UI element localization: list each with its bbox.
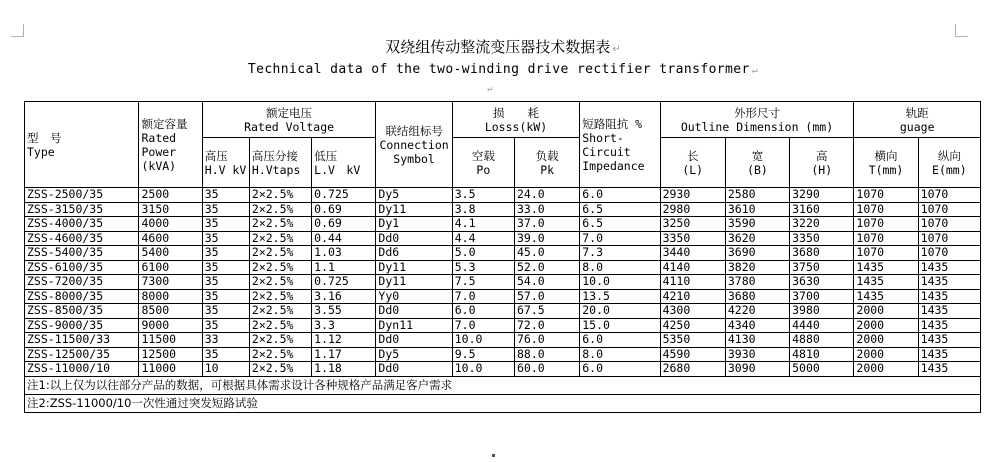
cell-load-loss: 24.0 (514, 188, 579, 203)
cell-width: 3680 (725, 289, 789, 304)
cell-hv: 35 (202, 188, 249, 203)
cell-no-load-loss: 4.1 (452, 217, 514, 232)
cell-transverse-gauge: 1070 (854, 202, 918, 217)
cell-model: ZSS-12500/35 (25, 347, 139, 362)
cell-width: 4340 (725, 318, 789, 333)
cell-hv: 35 (202, 202, 249, 217)
cell-lv: 0.725 (312, 188, 376, 203)
cell-transverse-gauge: 2000 (854, 347, 918, 362)
cell-impedance: 6.5 (580, 217, 660, 232)
cell-height: 4440 (790, 318, 854, 333)
cell-transverse-gauge: 1435 (854, 275, 918, 290)
cell-height: 3680 (790, 246, 854, 261)
cell-hv: 35 (202, 289, 249, 304)
cell-longitudinal-gauge: 1435 (918, 347, 980, 362)
cell-transverse-gauge: 1070 (854, 188, 918, 203)
cell-no-load-loss: 5.3 (452, 260, 514, 275)
cell-impedance: 8.0 (580, 347, 660, 362)
cell-lv: 1.12 (312, 333, 376, 348)
table-row (25, 246, 981, 261)
cell-longitudinal-gauge: 1435 (918, 289, 980, 304)
cell-load-loss: 37.0 (514, 217, 579, 232)
cell-lv: 3.16 (312, 289, 376, 304)
cell-hv: 35 (202, 275, 249, 290)
cell-capacity: 12500 (139, 347, 202, 362)
cell-hv-taps: 2×2.5% (249, 202, 311, 217)
cell-model: ZSS-11000/10 (25, 362, 139, 377)
header-width: 宽 (B) (725, 138, 789, 188)
cell-hv: 35 (202, 318, 249, 333)
cell-hv-taps: 2×2.5% (249, 289, 311, 304)
cell-impedance: 6.0 (580, 362, 660, 377)
cell-no-load-loss: 7.0 (452, 289, 514, 304)
cell-load-loss: 39.0 (514, 231, 579, 246)
cell-load-loss: 60.0 (514, 362, 579, 377)
cell-length: 4110 (660, 275, 725, 290)
cell-model: ZSS-3150/35 (25, 202, 139, 217)
cell-hv: 35 (202, 347, 249, 362)
cell-impedance: 15.0 (580, 318, 660, 333)
cell-hv-taps: 2×2.5% (249, 362, 311, 377)
cell-length: 4250 (660, 318, 725, 333)
cell-hv-taps: 2×2.5% (249, 318, 311, 333)
cell-width: 3690 (725, 246, 789, 261)
cell-load-loss: 67.5 (514, 304, 579, 319)
cell-hv-taps: 2×2.5% (249, 260, 311, 275)
note-row (25, 376, 981, 394)
cell-transverse-gauge: 1435 (854, 260, 918, 275)
cell-lv: 1.03 (312, 246, 376, 261)
cell-model: ZSS-4600/35 (25, 231, 139, 246)
cell-impedance: 8.0 (580, 260, 660, 275)
cell-width: 2580 (725, 188, 789, 203)
cell-load-loss: 88.0 (514, 347, 579, 362)
table-row (25, 202, 981, 217)
cell-load-loss: 72.0 (514, 318, 579, 333)
header-height: 高 (H) (790, 138, 854, 188)
cell-width: 3590 (725, 217, 789, 232)
cell-load-loss: 57.0 (514, 289, 579, 304)
cell-impedance: 20.0 (580, 304, 660, 319)
cell-connection: Dy11 (376, 260, 452, 275)
table-row (25, 347, 981, 362)
title-english: Technical data of the two-winding drive rectifier transformer ↵ (247, 62, 759, 77)
table-row (25, 304, 981, 319)
cell-hv: 35 (202, 246, 249, 261)
cell-model: ZSS-11500/33 (25, 333, 139, 348)
cell-longitudinal-gauge: 1435 (918, 275, 980, 290)
cell-length: 3350 (660, 231, 725, 246)
cell-width: 4130 (725, 333, 789, 348)
transformer-data-table (24, 101, 981, 413)
title-chinese: 双绕组传动整流变压器技术数据表 ↵ (385, 38, 621, 56)
cell-capacity: 8500 (139, 304, 202, 319)
cell-no-load-loss: 7.5 (452, 275, 514, 290)
cell-model: ZSS-7200/35 (25, 275, 139, 290)
cell-impedance: 6.0 (580, 188, 660, 203)
header-load-loss: 负载 Pk (514, 138, 579, 188)
cell-width: 3820 (725, 260, 789, 275)
cell-connection: Dd6 (376, 246, 452, 261)
cell-transverse-gauge: 1070 (854, 231, 918, 246)
cell-hv: 33 (202, 333, 249, 348)
cell-no-load-loss: 9.5 (452, 347, 514, 362)
cell-width: 3620 (725, 231, 789, 246)
cell-hv-taps: 2×2.5% (249, 347, 311, 362)
cell-hv: 10 (202, 362, 249, 377)
cell-model: ZSS-4000/35 (25, 217, 139, 232)
cell-impedance: 7.3 (580, 246, 660, 261)
header-length: 长 (L) (660, 138, 725, 188)
cell-length: 2930 (660, 188, 725, 203)
cell-width: 3930 (725, 347, 789, 362)
cell-load-loss: 76.0 (514, 333, 579, 348)
table-row (25, 260, 981, 275)
header-dimensions: 外形尺寸 Outline Dimension (mm) (660, 102, 854, 138)
cell-no-load-loss: 10.0 (452, 362, 514, 377)
cell-connection: Dy11 (376, 202, 452, 217)
cell-height: 5000 (790, 362, 854, 377)
header-hv: 高压 H.V kV (202, 138, 249, 188)
header-rated-voltage: 额定电压 Rated Voltage (202, 102, 376, 138)
header-losses: 损 耗 Losss(kW) (452, 102, 580, 138)
cell-hv: 35 (202, 217, 249, 232)
cell-longitudinal-gauge: 1070 (918, 246, 980, 261)
table-row (25, 318, 981, 333)
cell-connection: Dy1 (376, 217, 452, 232)
cell-hv: 35 (202, 260, 249, 275)
cell-transverse-gauge: 2000 (854, 318, 918, 333)
cell-longitudinal-gauge: 1070 (918, 217, 980, 232)
table-row (25, 217, 981, 232)
note-row (25, 394, 981, 412)
cell-load-loss: 33.0 (514, 202, 579, 217)
cell-transverse-gauge: 1070 (854, 217, 918, 232)
paragraph-mark: ↵ (487, 84, 493, 94)
header-capacity: 额定容量 Rated Power (kVA) (139, 102, 202, 188)
table-row (25, 362, 981, 377)
cell-connection: Dy11 (376, 275, 452, 290)
cell-longitudinal-gauge: 1435 (918, 362, 980, 377)
cell-capacity: 5400 (139, 246, 202, 261)
cell-height: 3290 (790, 188, 854, 203)
cell-lv: 1.1 (312, 260, 376, 275)
table-row (25, 231, 981, 246)
cell-no-load-loss: 7.0 (452, 318, 514, 333)
cell-lv: 0.69 (312, 202, 376, 217)
page-corner-mark-right (955, 24, 968, 37)
cell-length: 2680 (660, 362, 725, 377)
cell-length: 4300 (660, 304, 725, 319)
cell-lv: 0.44 (312, 231, 376, 246)
note-1: 注1:以上仅为以往部分产品的数据，可根据具体需求设计各种规格产品满足客户需求 (25, 376, 981, 394)
cell-transverse-gauge: 2000 (854, 333, 918, 348)
cell-no-load-loss: 6.0 (452, 304, 514, 319)
cell-height: 3700 (790, 289, 854, 304)
cell-longitudinal-gauge: 1070 (918, 202, 980, 217)
header-lv: 低压 L.V kV (312, 138, 376, 188)
cell-hv-taps: 2×2.5% (249, 231, 311, 246)
cell-length: 4590 (660, 347, 725, 362)
header-no-load-loss: 空载 Po (452, 138, 514, 188)
cell-no-load-loss: 10.0 (452, 333, 514, 348)
cell-impedance: 13.5 (580, 289, 660, 304)
cell-connection: Dd0 (376, 333, 452, 348)
cell-connection: Dd0 (376, 231, 452, 246)
cell-capacity: 2500 (139, 188, 202, 203)
cell-length: 3250 (660, 217, 725, 232)
cell-impedance: 6.5 (580, 202, 660, 217)
header-model: 型 号 Type (25, 102, 139, 188)
cell-longitudinal-gauge: 1070 (918, 188, 980, 203)
cell-lv: 0.725 (312, 275, 376, 290)
cell-impedance: 10.0 (580, 275, 660, 290)
cell-model: ZSS-9000/35 (25, 318, 139, 333)
cell-height: 4810 (790, 347, 854, 362)
cell-no-load-loss: 3.8 (452, 202, 514, 217)
cell-connection: Dyn11 (376, 318, 452, 333)
cell-lv: 3.3 (312, 318, 376, 333)
cell-no-load-loss: 5.0 (452, 246, 514, 261)
cell-capacity: 8000 (139, 289, 202, 304)
cell-hv-taps: 2×2.5% (249, 246, 311, 261)
cell-impedance: 6.0 (580, 333, 660, 348)
cell-connection: Dy5 (376, 347, 452, 362)
cell-capacity: 9000 (139, 318, 202, 333)
cell-no-load-loss: 4.4 (452, 231, 514, 246)
cell-hv-taps: 2×2.5% (249, 188, 311, 203)
cell-no-load-loss: 3.5 (452, 188, 514, 203)
cell-lv: 0.69 (312, 217, 376, 232)
cell-load-loss: 54.0 (514, 275, 579, 290)
cell-length: 5350 (660, 333, 725, 348)
cell-hv: 35 (202, 231, 249, 246)
cell-connection: Yy0 (376, 289, 452, 304)
cell-longitudinal-gauge: 1435 (918, 318, 980, 333)
cell-length: 4140 (660, 260, 725, 275)
cell-model: ZSS-8000/35 (25, 289, 139, 304)
cell-load-loss: 52.0 (514, 260, 579, 275)
cell-height: 3980 (790, 304, 854, 319)
cell-hv-taps: 2×2.5% (249, 217, 311, 232)
cell-longitudinal-gauge: 1070 (918, 231, 980, 246)
cell-width: 4220 (725, 304, 789, 319)
page-corner-mark-left (11, 24, 24, 37)
header-impedance: 短路阻抗 % Short-Circuit Impedance (580, 102, 660, 188)
cell-hv-taps: 2×2.5% (249, 333, 311, 348)
cell-hv-taps: 2×2.5% (249, 304, 311, 319)
note-2: 注2:ZSS-11000/10一次性通过突发短路试验 (25, 394, 981, 412)
cell-height: 4880 (790, 333, 854, 348)
cell-capacity: 3150 (139, 202, 202, 217)
cell-height: 3350 (790, 231, 854, 246)
table-row (25, 275, 981, 290)
cell-capacity: 11500 (139, 333, 202, 348)
cell-height: 3630 (790, 275, 854, 290)
cell-connection: Dd0 (376, 362, 452, 377)
header-connection: 联结组标号 Connection Symbol (376, 102, 452, 188)
table-row (25, 188, 981, 203)
cell-capacity: 4000 (139, 217, 202, 232)
cell-height: 3160 (790, 202, 854, 217)
cell-width: 3780 (725, 275, 789, 290)
cell-model: ZSS-5400/35 (25, 246, 139, 261)
cell-transverse-gauge: 2000 (854, 304, 918, 319)
cell-width: 3090 (725, 362, 789, 377)
cell-hv: 35 (202, 304, 249, 319)
cell-model: ZSS-2500/35 (25, 188, 139, 203)
cell-model: ZSS-8500/35 (25, 304, 139, 319)
cell-connection: Dd0 (376, 304, 452, 319)
cell-longitudinal-gauge: 1435 (918, 333, 980, 348)
cell-capacity: 11000 (139, 362, 202, 377)
header-transverse-gauge: 横向 T(mm) (854, 138, 918, 188)
cell-lv: 1.17 (312, 347, 376, 362)
table-row (25, 333, 981, 348)
cell-length: 2980 (660, 202, 725, 217)
cell-hv-taps: 2×2.5% (249, 275, 311, 290)
cell-longitudinal-gauge: 1435 (918, 304, 980, 319)
cell-length: 4210 (660, 289, 725, 304)
cell-capacity: 6100 (139, 260, 202, 275)
cell-connection: Dy5 (376, 188, 452, 203)
cell-height: 3220 (790, 217, 854, 232)
header-hv-taps: 高压分接 H.Vtaps (249, 138, 311, 188)
cell-capacity: 4600 (139, 231, 202, 246)
cell-width: 3610 (725, 202, 789, 217)
cell-capacity: 7300 (139, 275, 202, 290)
table-row (25, 289, 981, 304)
cell-transverse-gauge: 2000 (854, 362, 918, 377)
page-bottom-mark (492, 454, 495, 457)
cell-transverse-gauge: 1435 (854, 289, 918, 304)
header-longitudinal-gauge: 纵向 E(mm) (918, 138, 980, 188)
cell-impedance: 7.0 (580, 231, 660, 246)
cell-lv: 3.55 (312, 304, 376, 319)
cell-height: 3750 (790, 260, 854, 275)
cell-longitudinal-gauge: 1435 (918, 260, 980, 275)
cell-load-loss: 45.0 (514, 246, 579, 261)
header-gauge: 轨距 guage (854, 102, 981, 138)
cell-transverse-gauge: 1070 (854, 246, 918, 261)
cell-model: ZSS-6100/35 (25, 260, 139, 275)
cell-length: 3440 (660, 246, 725, 261)
cell-lv: 1.18 (312, 362, 376, 377)
